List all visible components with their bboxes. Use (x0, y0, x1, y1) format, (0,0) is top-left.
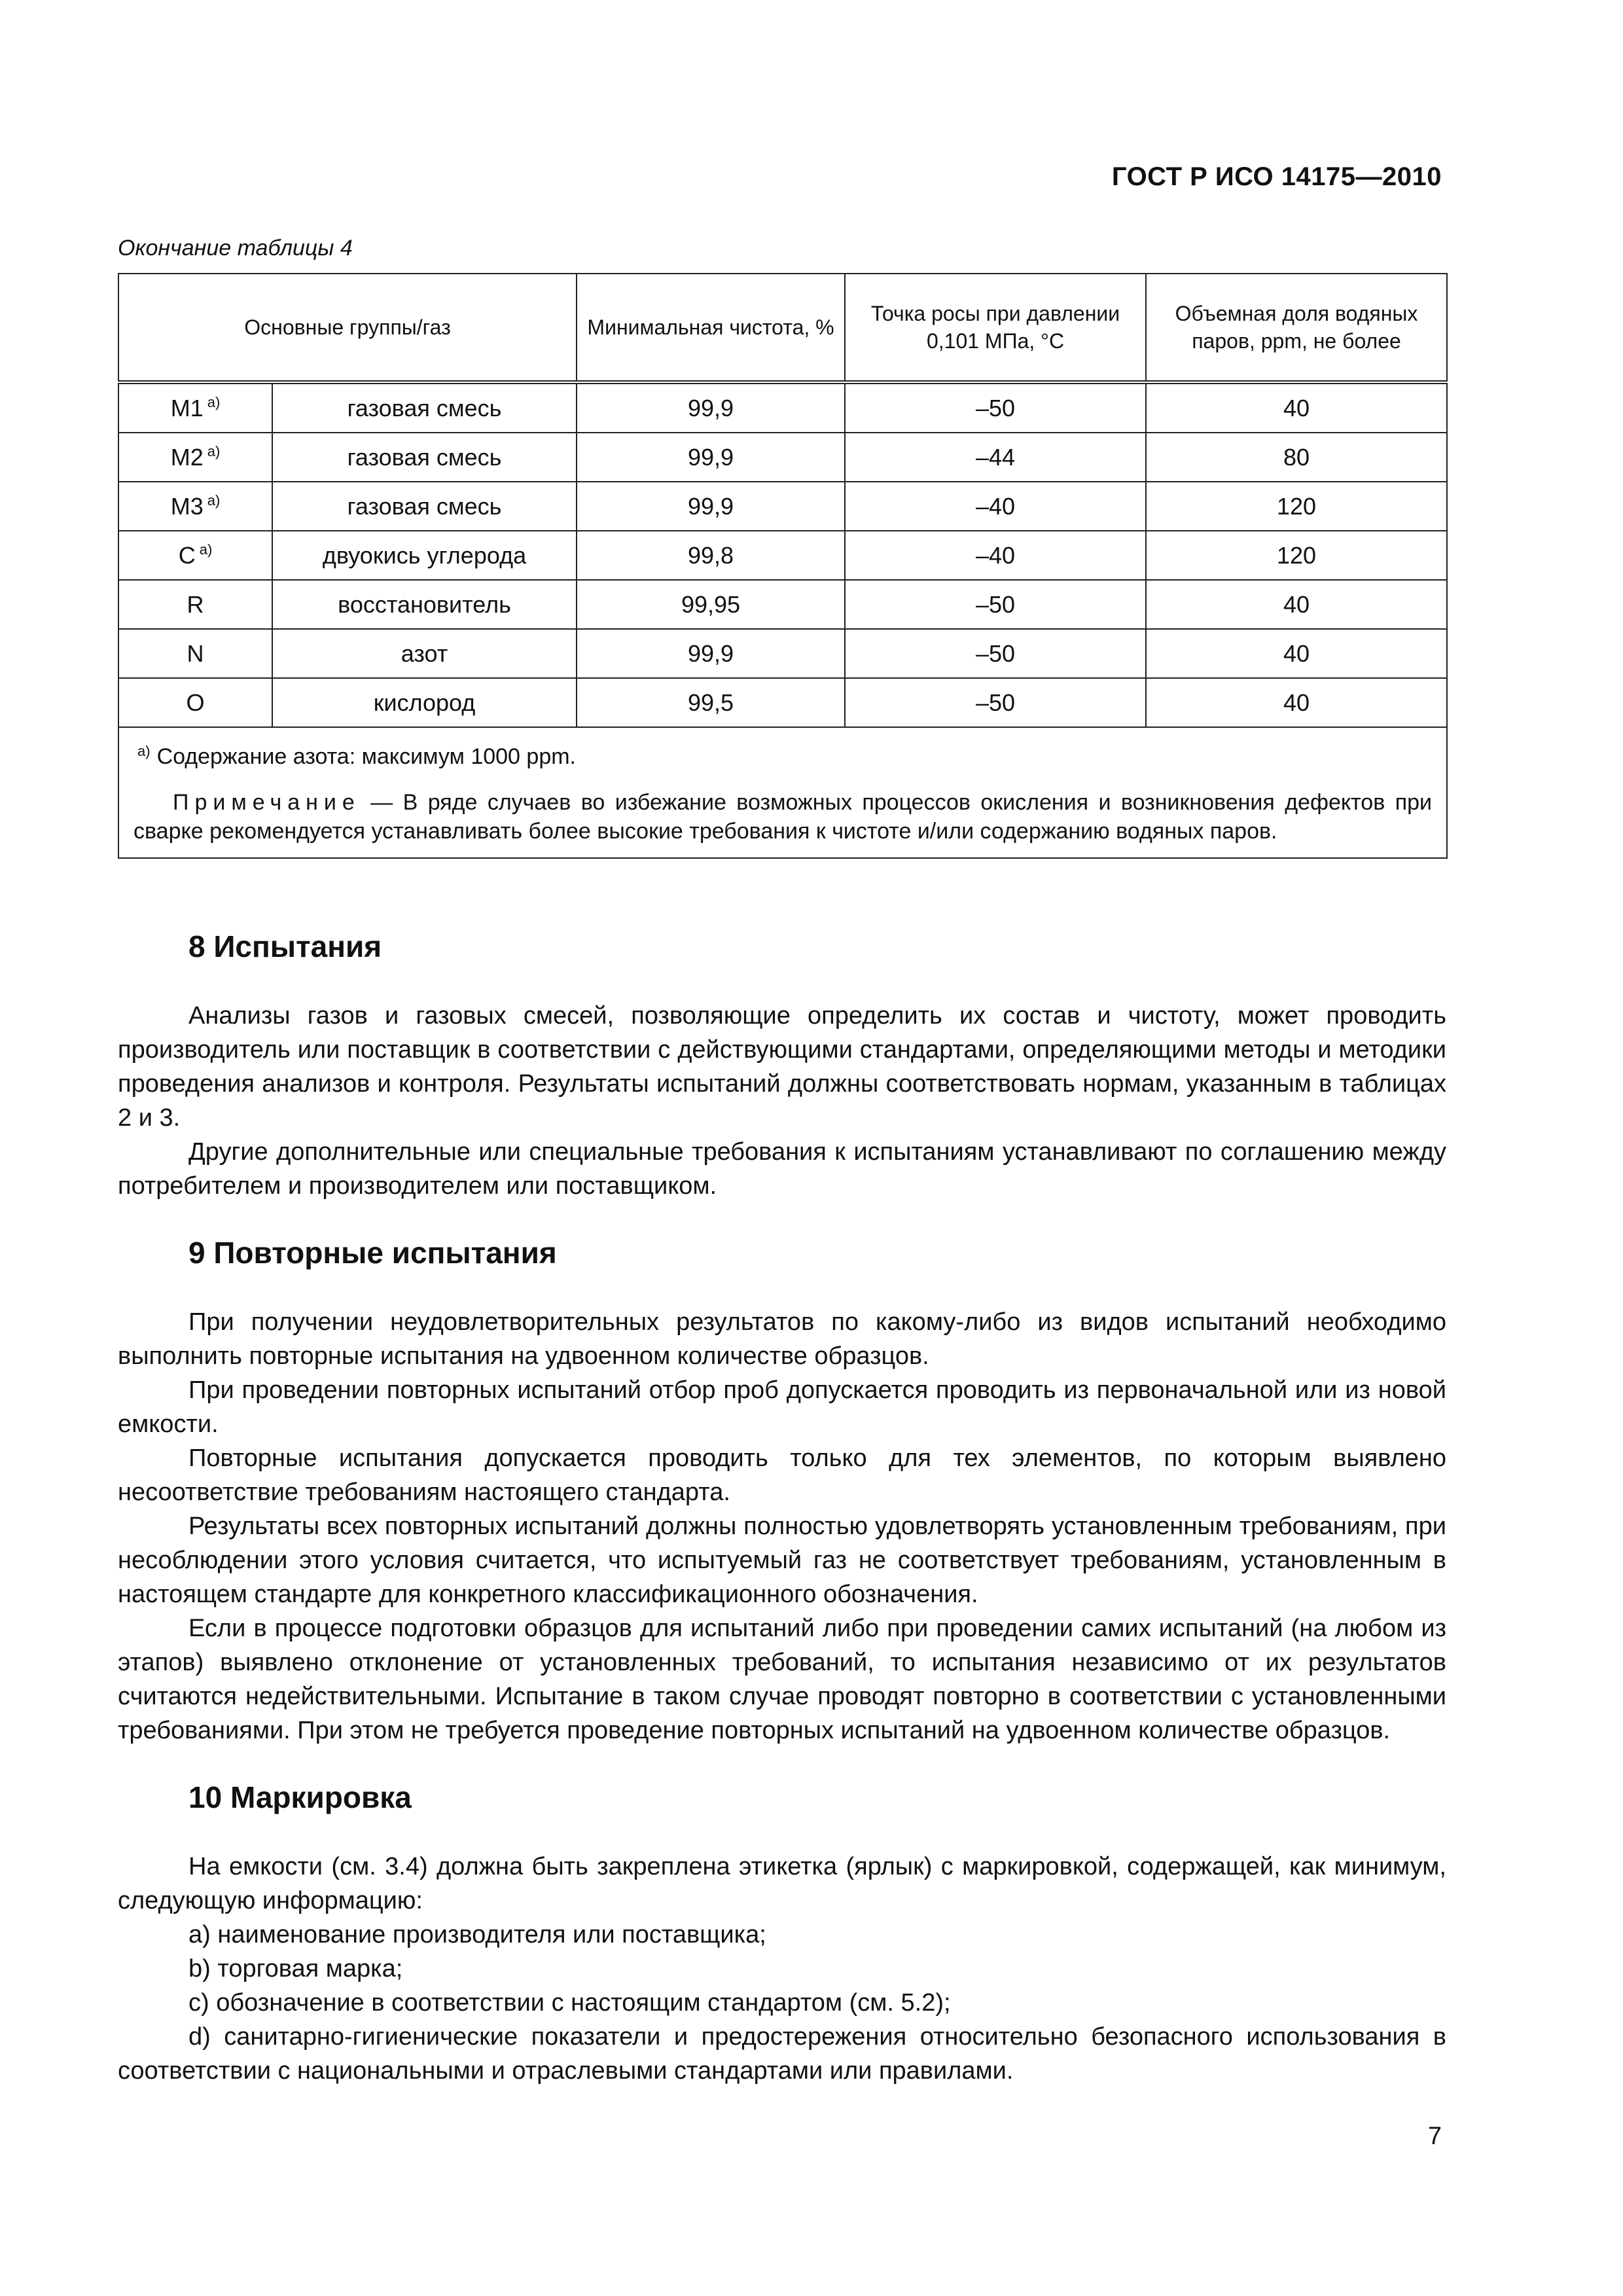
cell-gas (272, 433, 577, 482)
section (118, 1779, 1446, 2088)
cell-purity (577, 482, 845, 531)
cell-purity-text: 99,5 (687, 689, 734, 716)
cell-gas-text: кислород (373, 689, 476, 716)
section (118, 1234, 1446, 1748)
paragraph: b) торговая марка; (188, 1955, 403, 1982)
cell-dew-point-text: –40 (975, 541, 1016, 569)
cell-water (1146, 531, 1447, 580)
cell-code (118, 482, 272, 531)
table-row (118, 482, 1447, 531)
table-row (118, 531, 1447, 580)
paragraph: a) наименование производителя или поставщика; (188, 1921, 766, 1948)
cell-purity (577, 531, 845, 580)
cell-code (118, 678, 272, 727)
cell-gas-text: газовая смесь (347, 443, 502, 471)
cell-code (118, 531, 272, 580)
column-header-purity: Минимальная чистота, % (577, 274, 845, 382)
table-note (134, 788, 1432, 846)
cell-purity (577, 580, 845, 629)
cell-purity-text: 99,95 (681, 590, 741, 618)
section (118, 928, 1446, 1203)
cell-purity (577, 678, 845, 727)
cell-dew-point-text: –50 (975, 689, 1016, 716)
cell-code-text: N (187, 639, 204, 667)
cell-gas-text: восстановитель (338, 590, 511, 618)
cell-water (1146, 678, 1447, 727)
paragraph: Результаты всех повторных испытаний должны полностью удовлетворять установленным требованиям, при несоблюдении этого условия считается, что испытуемый газ не соответствует требованиям, установленным в настоящем стандарте для конкретного классификационного обозначения. (118, 1513, 1446, 1608)
paragraph: c) обозначение в соответствии с настоящим стандартом (см. 5.2); (188, 1989, 951, 2017)
cell-dew-point-text: –50 (975, 590, 1016, 618)
section-title: 10 Маркировка (188, 1780, 412, 1814)
cell-water (1146, 482, 1447, 531)
table-footer-row (118, 727, 1447, 858)
cell-code (118, 433, 272, 482)
cell-code-text: M2 (170, 444, 204, 471)
cell-gas (272, 580, 577, 629)
paragraph: d) санитарно-гигиенические показатели и предостережения относительно безопасного использования в соответствии с национальными и отраслевыми стандартами или правилами. (118, 2023, 1446, 2085)
paragraph: На емкости (см. 3.4) должна быть закреплена этикетка (ярлык) с маркировкой, содержащей, как минимум, следующую информацию: (118, 1853, 1446, 1914)
cell-code-text: R (187, 590, 204, 618)
column-header-dew-point: Точка росы при давлении 0,101 МПа, °С (845, 274, 1146, 382)
cell-dew-point-text: –50 (975, 394, 1016, 422)
footnote-mark: а) (137, 743, 151, 759)
table-caption: Окончание таблицы 4 (118, 236, 353, 260)
note-label: Примечание (173, 790, 361, 815)
footnote-ref: а) (207, 492, 221, 509)
cell-code-text: O (186, 689, 205, 716)
cell-dew-point (845, 433, 1146, 482)
cell-gas (272, 531, 577, 580)
paragraph: Если в процессе подготовки образцов для испытаний либо при проведении самих испытаний (на любом из этапов) выявлено отклонение от установленных требований, то испытания независимо от их результатов считаются недействительными. Испытание в таком случае проводят повторно в соответствии с установленными требованиями. При этом не требуется проведение повторных испытаний на удвоенном количестве образцов. (118, 1615, 1446, 1744)
table-row (118, 433, 1447, 482)
footnote-text: Содержание азота: максимум 1000 ppm. (156, 744, 577, 769)
cell-purity-text: 99,9 (687, 394, 734, 422)
cell-purity (577, 382, 845, 433)
table-row (118, 382, 1447, 433)
paragraph: Повторные испытания допускается проводить только для тех элементов, по которым выявлено несоответствие требованиям настоящего стандарта. (118, 1444, 1446, 1506)
cell-water-text: 40 (1283, 394, 1310, 422)
page-number: 7 (1427, 2123, 1442, 2150)
cell-gas (272, 482, 577, 531)
cell-water (1146, 433, 1447, 482)
table-header-row (118, 274, 1447, 382)
table-footnote (134, 737, 1432, 771)
cell-water-text: 40 (1283, 590, 1310, 618)
cell-dew-point-text: –44 (975, 443, 1016, 471)
table-row (118, 629, 1447, 678)
cell-code-text: M1 (170, 395, 204, 422)
paragraph: Другие дополнительные или специальные требования к испытаниям устанавливают по соглашению между потребителем и производителем или поставщиком. (118, 1138, 1446, 1200)
cell-water (1146, 629, 1447, 678)
cell-gas (272, 382, 577, 433)
cell-purity-text: 99,9 (687, 639, 734, 667)
standard-id: ГОСТ Р ИСО 14175—2010 (1111, 162, 1442, 191)
paragraph: Анализы газов и газовых смесей, позволяющие определить их состав и чистоту, может проводить производитель или поставщик в соответствии с действующими стандартами, определяющими методы и методики проведения анализов и контроля. Результаты испытаний должны соответствовать нормам, указанным в таблицах 2 и 3. (118, 1002, 1446, 1132)
cell-dew-point (845, 482, 1146, 531)
cell-dew-point-text: –40 (975, 492, 1016, 520)
cell-water-text: 120 (1276, 492, 1317, 520)
table-row (118, 580, 1447, 629)
cell-purity-text: 99,8 (687, 541, 734, 569)
cell-water-text: 120 (1276, 541, 1317, 569)
cell-code-text: M3 (170, 493, 204, 520)
cell-gas-text: газовая смесь (347, 492, 502, 520)
cell-dew-point-text: –50 (975, 639, 1016, 667)
cell-water-text: 40 (1283, 639, 1310, 667)
cell-purity (577, 629, 845, 678)
cell-dew-point (845, 382, 1146, 433)
footnote-ref: а) (199, 541, 213, 558)
cell-purity (577, 433, 845, 482)
cell-dew-point (845, 531, 1146, 580)
paragraph: При получении неудовлетворительных результатов по какому-либо из видов испытаний необходимо выполнить повторные испытания на удвоенном количестве образцов. (118, 1308, 1446, 1370)
cell-water-text: 40 (1283, 689, 1310, 716)
cell-gas-text: двуокись углерода (322, 541, 527, 569)
cell-water-text: 80 (1283, 443, 1310, 471)
section-title: 8 Испытания (188, 929, 382, 963)
column-header-water: Объемная доля водяных паров, ppm, не более (1146, 274, 1447, 382)
cell-code-text: C (178, 542, 196, 569)
cell-gas-text: газовая смесь (347, 394, 502, 422)
cell-purity-text: 99,9 (687, 492, 734, 520)
cell-code (118, 580, 272, 629)
cell-dew-point (845, 580, 1146, 629)
cell-water (1146, 382, 1447, 433)
cell-purity-text: 99,9 (687, 443, 734, 471)
paragraph: При проведении повторных испытаний отбор проб допускается проводить из первоначальной или из новой емкости. (118, 1376, 1446, 1438)
column-header-group: Основные группы/газ (118, 274, 577, 382)
cell-code (118, 382, 272, 433)
cell-dew-point (845, 678, 1146, 727)
note-text: — В ряде случаев во избежание возможных процессов окисления и возникновения дефектов при сварке рекомендуется устанавливать более высокие требования к чистоте и/или содержанию водяных паров. (134, 790, 1433, 844)
table-row (118, 678, 1447, 727)
cell-gas-text: азот (401, 639, 448, 667)
cell-gas (272, 629, 577, 678)
cell-dew-point (845, 629, 1146, 678)
cell-water (1146, 580, 1447, 629)
table-footer (118, 727, 1447, 858)
gas-requirements-table (118, 273, 1448, 859)
cell-code (118, 629, 272, 678)
cell-gas (272, 678, 577, 727)
footnote-ref: а) (207, 443, 221, 459)
section-title: 9 Повторные испытания (188, 1236, 557, 1270)
footnote-ref: а) (207, 394, 221, 410)
document-body (118, 928, 1446, 2119)
